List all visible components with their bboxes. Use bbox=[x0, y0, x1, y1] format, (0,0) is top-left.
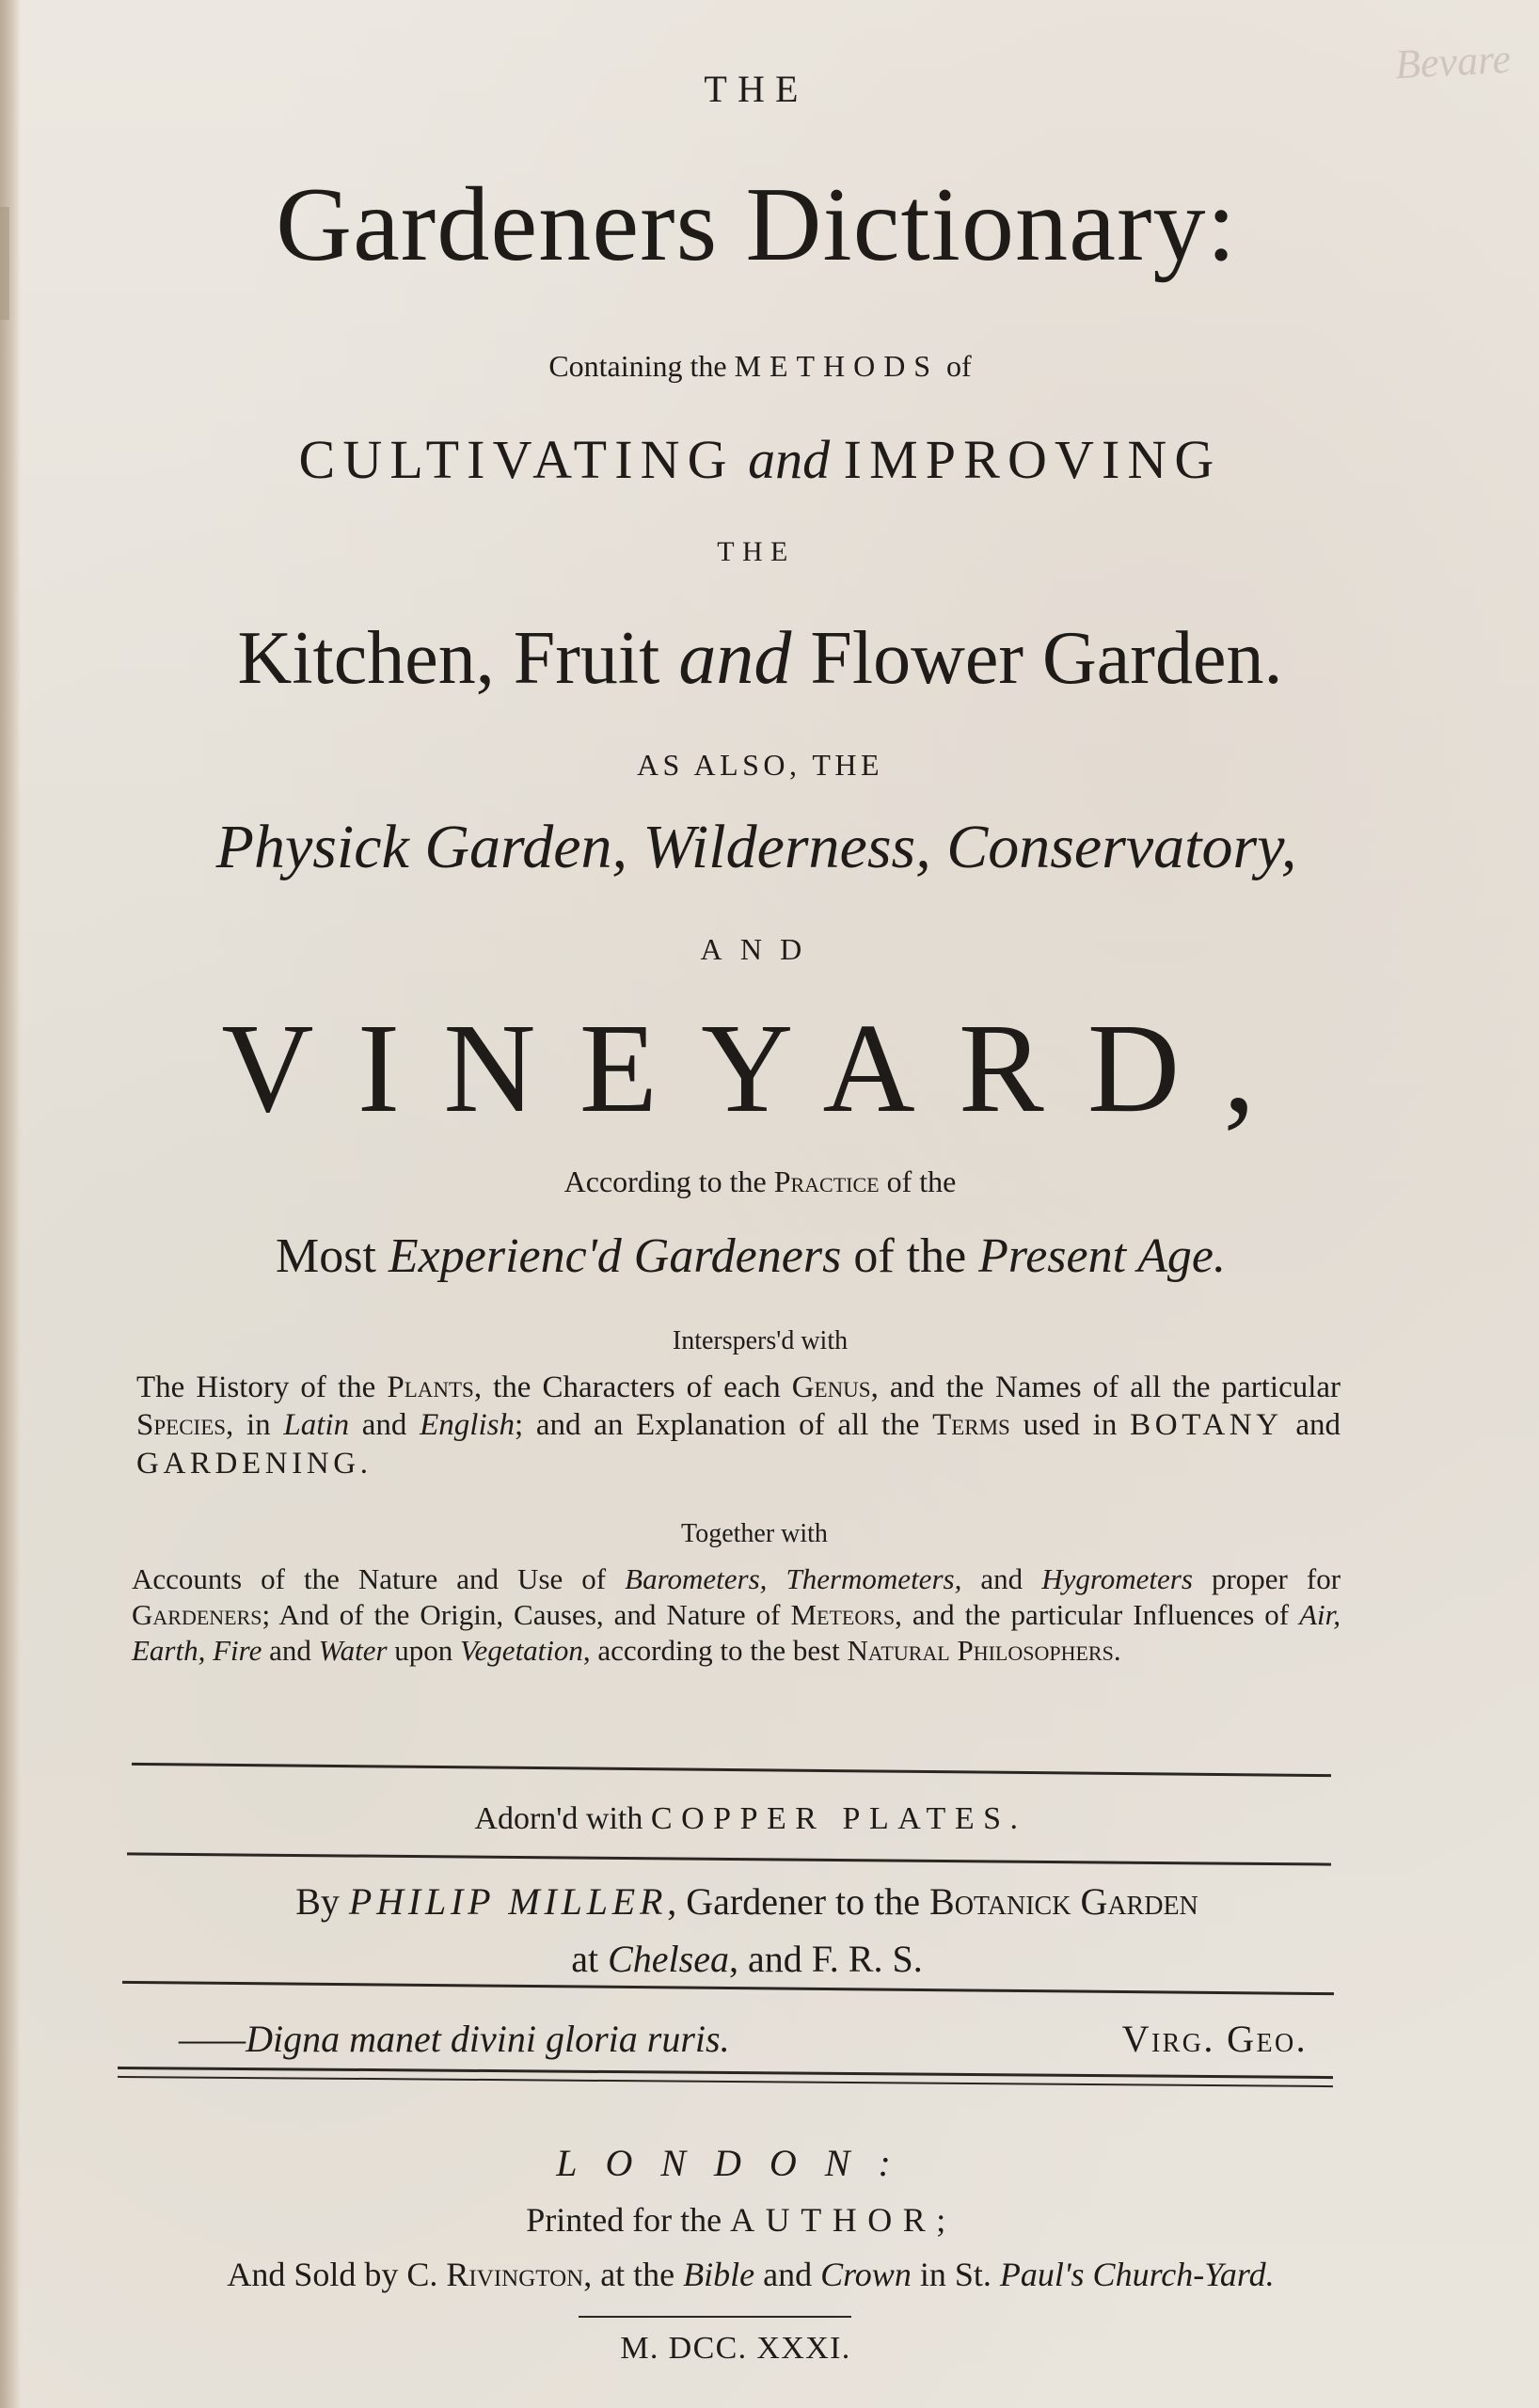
adornd-line bbox=[0, 1803, 1520, 1835]
history-3: , and the Names of all the particular bbox=[870, 1370, 1341, 1404]
sold-4: in St. bbox=[919, 2256, 992, 2293]
history-paragraph bbox=[136, 1369, 1341, 1482]
history-7: used in bbox=[1023, 1408, 1118, 1443]
accounts-barometers: Barometers, bbox=[625, 1562, 768, 1595]
interspersed-line: Interspers'd with bbox=[672, 1326, 849, 1355]
copper-plates-text: COPPER PLATES. bbox=[650, 1801, 1027, 1836]
author-gardener-text: , Gardener to the bbox=[667, 1880, 921, 1923]
sold-2: , at the bbox=[583, 2256, 675, 2293]
author-line-1 bbox=[0, 1880, 1516, 1923]
accounts-vegetation: Vegetation bbox=[460, 1633, 583, 1667]
accounts-5: , and the particular Influences of bbox=[895, 1597, 1290, 1631]
most-experienced-line bbox=[0, 1229, 1520, 1283]
physick-line: Physick Garden, Wilderness, Conservatory, bbox=[215, 813, 1297, 881]
cultivating-text: CULTIVATING bbox=[298, 429, 735, 490]
printed-text: Printed for the bbox=[526, 2201, 722, 2239]
sold-crown: Crown bbox=[820, 2256, 912, 2293]
together-with: Together with bbox=[681, 1519, 828, 1548]
accounts-gardeners: Gardeners bbox=[132, 1597, 262, 1631]
rule-1 bbox=[132, 1763, 1331, 1777]
history-6: ; and an Explanation of all the bbox=[514, 1408, 920, 1443]
motto-source: Virg. Geo. bbox=[1121, 2018, 1308, 2060]
history-8: and bbox=[1295, 1408, 1341, 1443]
at-text: at bbox=[571, 1938, 599, 1980]
history-genus: Genus bbox=[791, 1370, 871, 1404]
and-text-2: and bbox=[678, 617, 792, 700]
frs-text: , and F. R. S. bbox=[729, 1938, 923, 1980]
accounts-3: proper for bbox=[1211, 1562, 1341, 1595]
motto-line bbox=[179, 2020, 1326, 2058]
subtitle-cultivating bbox=[0, 429, 1530, 490]
according-text: According to the bbox=[563, 1164, 767, 1198]
history-gardening: GARDENING. bbox=[136, 1446, 373, 1481]
author-caps-text: AUTHOR; bbox=[730, 2201, 957, 2239]
by-text: By bbox=[295, 1880, 340, 1923]
accounts-meteors: Meteors bbox=[790, 1597, 896, 1631]
and-text: and bbox=[748, 429, 831, 490]
accounts-4: ; And of the Origin, Causes, and Nature of bbox=[262, 1597, 781, 1631]
of-the-text: of the bbox=[886, 1164, 957, 1198]
experienced-text: Experienc'd Gardeners bbox=[388, 1229, 842, 1283]
of-text: of bbox=[946, 349, 972, 383]
motto-text: ——Digna manet divini gloria ruris. bbox=[179, 2018, 730, 2060]
sold-churchyard: Paul's Church-Yard. bbox=[999, 2256, 1275, 2293]
sold-1: And Sold by C. bbox=[227, 2256, 438, 2293]
present-age-text: Present Age. bbox=[978, 1229, 1226, 1283]
sold-3: and bbox=[763, 2256, 813, 2293]
accounts-6: and bbox=[269, 1633, 311, 1667]
history-terms: Terms bbox=[932, 1408, 1010, 1443]
most-text: Most bbox=[276, 1229, 376, 1283]
subtitle-kitchen bbox=[0, 617, 1530, 700]
author-line-2 bbox=[0, 1938, 1516, 1980]
accounts-2: and bbox=[980, 1562, 1023, 1595]
containing-text: Containing the bbox=[548, 349, 727, 383]
imprint-london: LONDON: bbox=[556, 2142, 919, 2184]
sold-bible: Bible bbox=[683, 2256, 755, 2293]
imprint-date: M. DCC. XXXI. bbox=[620, 2331, 851, 2366]
of-the-text-2: of the bbox=[853, 1229, 967, 1283]
sold-rivington: Rivington bbox=[446, 2256, 584, 2293]
accounts-1: Accounts of the Nature and Use of bbox=[132, 1562, 607, 1595]
imprint-sold bbox=[0, 2258, 1520, 2291]
vineyard: VINEYARD, bbox=[221, 998, 1299, 1139]
practice-text: Practice bbox=[773, 1164, 880, 1198]
accounts-air: Air, bbox=[1299, 1597, 1341, 1631]
history-4: , in bbox=[226, 1408, 271, 1443]
rule-3 bbox=[122, 1981, 1334, 1995]
history-1: The History of the bbox=[136, 1370, 376, 1404]
main-title: Gardeners Dictionary: bbox=[276, 166, 1237, 283]
rule-2 bbox=[127, 1852, 1331, 1865]
according-line bbox=[0, 1166, 1530, 1196]
history-botany: BOTANY bbox=[1130, 1408, 1283, 1443]
history-species: Species bbox=[136, 1408, 227, 1443]
accounts-fire: Fire bbox=[213, 1633, 262, 1667]
title-the: THE bbox=[704, 68, 809, 110]
accounts-water: Water bbox=[318, 1633, 388, 1667]
flower-garden-text: Flower Garden. bbox=[810, 617, 1283, 700]
botanick-garden-text: Botanick Garden bbox=[929, 1880, 1198, 1923]
accounts-natural-philosophers: Natural Philosophers. bbox=[847, 1633, 1121, 1667]
as-also: AS ALSO, THE bbox=[636, 748, 884, 782]
methods-text: METHODS bbox=[734, 349, 940, 383]
author-name: PHILIP MILLER bbox=[348, 1880, 668, 1923]
improving-text: IMPROVING bbox=[843, 429, 1222, 490]
accounts-7: upon bbox=[394, 1633, 453, 1667]
rule-date bbox=[579, 2316, 851, 2318]
imprint-printed bbox=[0, 2203, 1511, 2237]
accounts-earth: Earth, bbox=[132, 1633, 206, 1667]
subtitle-containing bbox=[0, 351, 1530, 381]
history-latin: Latin bbox=[283, 1408, 350, 1443]
accounts-8: , according to the best bbox=[582, 1633, 840, 1667]
history-english: English bbox=[420, 1408, 515, 1443]
history-2: , the Characters of each bbox=[473, 1370, 781, 1404]
subtitle-the: THE bbox=[717, 536, 796, 567]
adornd-text: Adorn'd with bbox=[474, 1801, 643, 1836]
history-plants: Plants bbox=[387, 1370, 474, 1404]
rule-4b bbox=[118, 2076, 1333, 2087]
and-caps: AND bbox=[700, 932, 820, 966]
chelsea-text: Chelsea bbox=[608, 1938, 729, 1980]
accounts-thermometers: Thermometers, bbox=[785, 1562, 962, 1595]
accounts-hygrometers: Hygrometers bbox=[1041, 1562, 1193, 1595]
history-5: and bbox=[361, 1408, 407, 1443]
marginal-handwriting: Bevare bbox=[1393, 35, 1513, 88]
accounts-paragraph bbox=[132, 1561, 1341, 1668]
kitchen-fruit-text: Kitchen, Fruit bbox=[237, 617, 660, 700]
